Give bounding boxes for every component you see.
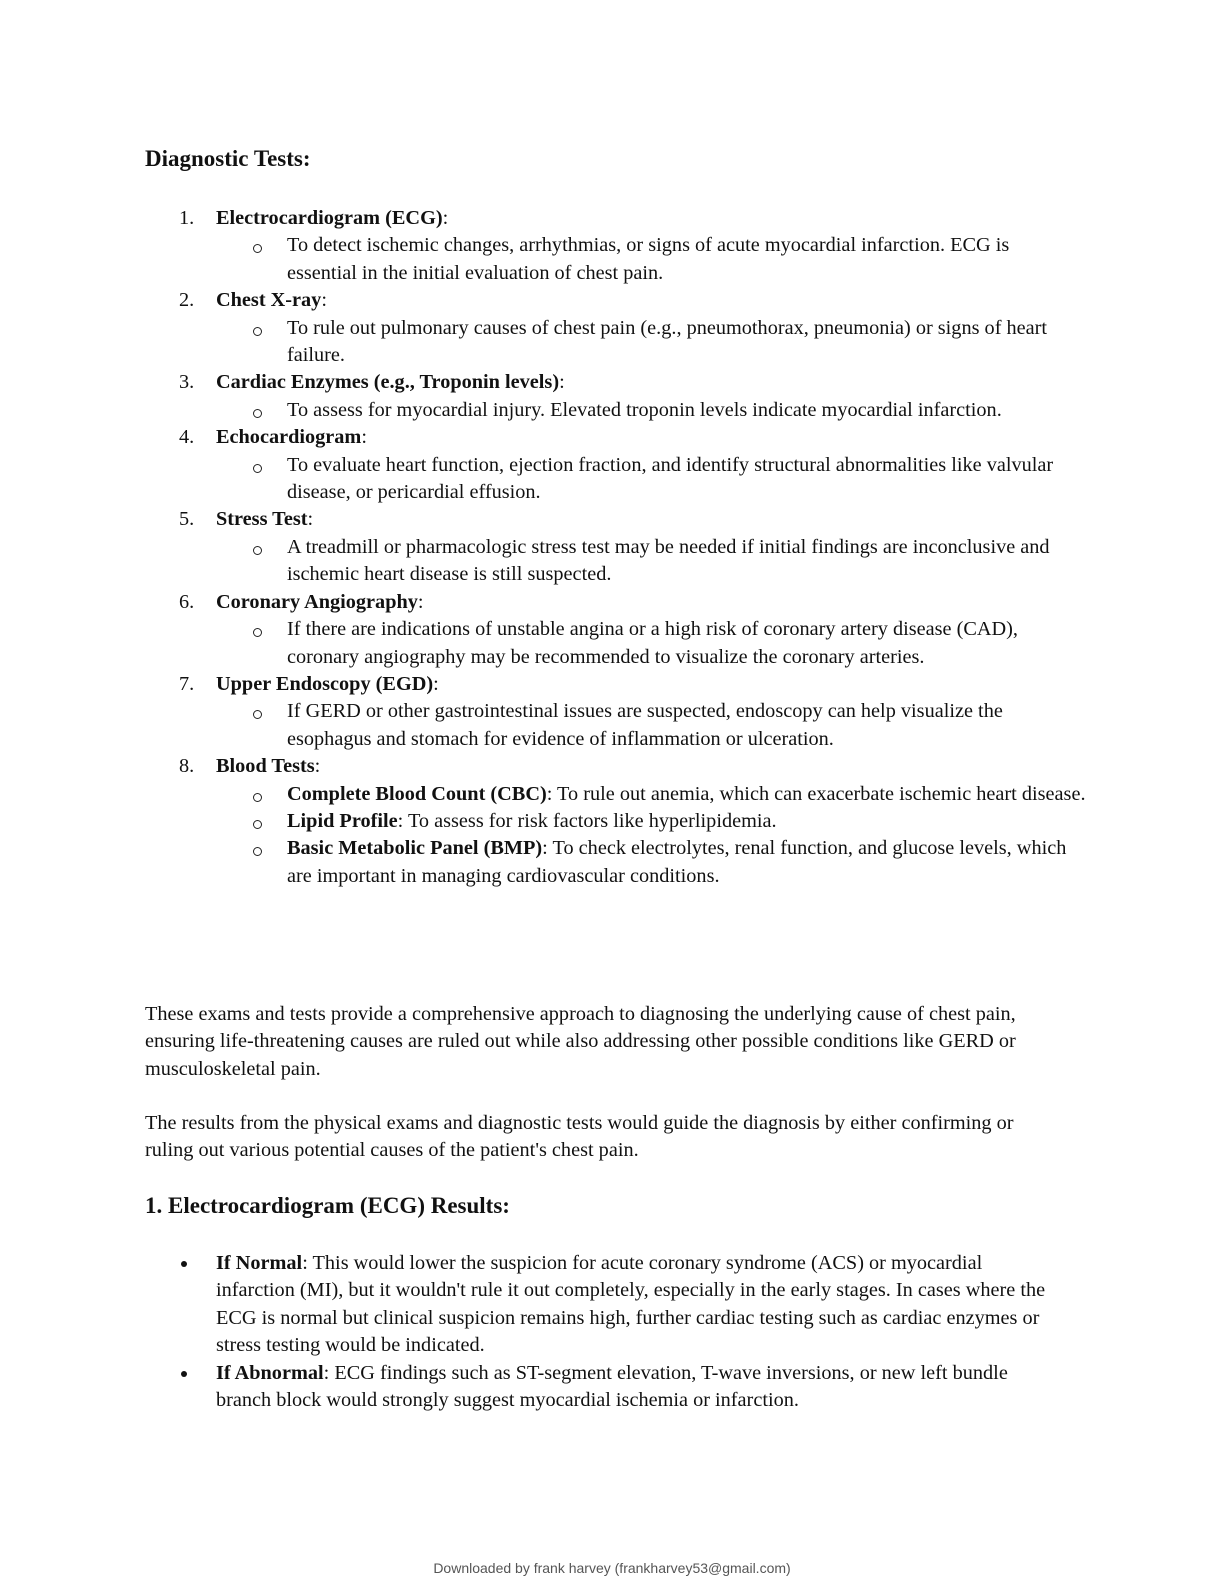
- circle-bullet-icon: [253, 546, 262, 555]
- circle-bullet-icon: [253, 327, 262, 336]
- results-intro-paragraph: The results from the physical exams and diagnostic tests would guide the diagnosis by either confirming or ruling out various potential causes of the patient's chest pain.: [145, 1112, 1014, 1162]
- test-subitems: [216, 452, 1075, 507]
- test-item: [145, 589, 1075, 671]
- test-subitem: [216, 397, 1075, 424]
- circle-bullet-icon: [253, 710, 262, 719]
- test-title: Upper Endoscopy (EGD): [216, 672, 434, 695]
- test-subitems: [216, 315, 1075, 370]
- result-text: : ECG findings such as ST-segment elevation, T-wave inversions, or new left bundle branch block would strongly suggest myocardial ischemia or infarction.: [216, 1361, 1008, 1412]
- subitem-text: A treadmill or pharmacologic stress test may be needed if initial findings are inconclusive and ischemic heart disease is still suspected.: [287, 535, 1050, 586]
- section-heading-diagnostic-tests: Diagnostic Tests:: [145, 146, 311, 171]
- test-subitem: [216, 808, 1090, 835]
- test-item: [145, 205, 1075, 287]
- test-subitems: [216, 397, 1075, 424]
- subitem-text: To assess for myocardial injury. Elevated troponin levels indicate myocardial infarction.: [287, 398, 1002, 421]
- test-title: Stress Test: [216, 508, 308, 531]
- test-item: [145, 287, 1075, 369]
- test-title: Electrocardiogram (ECG): [216, 207, 443, 229]
- test-colon: :: [321, 289, 327, 312]
- result-text: : This would lower the suspicion for acute coronary syndrome (ACS) or myocardial infarction (MI), but it wouldn't rule it out completely, especially in the early stages. In cases where the ECG is normal but clinical suspicion remains high, further cardiac testing such as cardiac enzymes or stress testing would be indicated.: [216, 1252, 1046, 1357]
- test-colon: :: [433, 672, 439, 695]
- bullet-icon: [181, 1371, 187, 1377]
- test-subitem: [216, 698, 1075, 753]
- result-label: If Abnormal: [216, 1361, 324, 1384]
- test-item: [145, 369, 1075, 424]
- test-subitems: [216, 698, 1075, 753]
- test-colon: :: [442, 207, 449, 229]
- test-subitems: [216, 616, 1075, 671]
- test-number: 8.: [179, 755, 195, 778]
- test-item: [145, 753, 1086, 890]
- circle-bullet-icon: [253, 409, 262, 418]
- subitem-text: : To rule out anemia, which can exacerbate ischemic heart disease.: [546, 782, 1086, 805]
- test-title: Coronary Angiography: [216, 590, 418, 613]
- subitem-text: If there are indications of unstable angina or a high risk of coronary artery disease (CAD), coronary angiography may be recommended to visualize the coronary arteries.: [287, 618, 1018, 668]
- test-subitem: [216, 781, 1090, 808]
- test-number: 1.: [179, 207, 195, 229]
- subitem-bold: Basic Metabolic Panel (BMP): [287, 837, 543, 860]
- subitem-bold: Lipid Profile: [287, 809, 398, 832]
- result-item: [145, 1360, 1055, 1415]
- section-heading-ecg-results: 1. Electrocardiogram (ECG) Results:: [145, 1193, 510, 1218]
- test-title: Echocardiogram: [216, 426, 362, 449]
- summary-paragraph: These exams and tests provide a comprehensive approach to diagnosing the underlying cause of chest pain, ensuring life-threatening causes are ruled out while also addressing other possible conditions like GERD or musculoskeletal pain.: [145, 1003, 1016, 1080]
- diagnostic-tests-list: [145, 205, 1086, 890]
- subitem-text: To evaluate heart function, ejection fraction, and identify structural abnormalities like valvular disease, or pericardial effusion.: [287, 453, 1054, 504]
- test-subitems: [216, 534, 1075, 589]
- test-colon: :: [417, 590, 424, 613]
- test-title: Blood Tests: [216, 755, 315, 778]
- test-colon: :: [559, 371, 565, 394]
- test-number: 7.: [179, 672, 195, 695]
- test-subitem: [216, 835, 1090, 890]
- test-colon: :: [314, 755, 321, 778]
- ecg-results-list: [145, 1250, 1055, 1414]
- test-colon: :: [307, 508, 314, 531]
- test-subitem: [216, 315, 1075, 370]
- test-number: 4.: [179, 426, 195, 449]
- subitem-text: If GERD or other gastrointestinal issues are suspected, endoscopy can help visualize the esophagus and stomach for evidence of inflammation or ulceration.: [287, 700, 1003, 750]
- test-subitems: [216, 781, 1086, 891]
- subitem-text: : To check electrolytes, renal function, and glucose levels, which are important in managing cardiovascular conditions.: [287, 837, 1067, 887]
- subitem-text: : To assess for risk factors like hyperlipidemia.: [397, 809, 777, 832]
- test-subitem: [216, 534, 1075, 589]
- test-number: 2.: [179, 289, 195, 312]
- test-number: 3.: [179, 371, 195, 394]
- download-footer: Downloaded by frank harvey (frankharvey53@gmail.com): [433, 1560, 791, 1576]
- subitem-bold: Complete Blood Count (CBC): [287, 782, 547, 805]
- result-item: [145, 1250, 1055, 1360]
- test-item: [145, 506, 1075, 588]
- test-subitems: [216, 232, 1075, 287]
- circle-bullet-icon: [253, 628, 262, 637]
- test-item: [145, 671, 1075, 753]
- test-number: 5.: [179, 508, 195, 531]
- circle-bullet-icon: [253, 464, 262, 473]
- circle-bullet-icon: [253, 793, 262, 802]
- test-title: Chest X-ray: [216, 289, 322, 312]
- subitem-text: To rule out pulmonary causes of chest pain (e.g., pneumothorax, pneumonia) or signs of heart failure.: [287, 316, 1048, 367]
- test-subitem: [216, 232, 1075, 287]
- bullet-icon: [181, 1261, 187, 1267]
- test-subitem: [216, 616, 1090, 671]
- result-label: If Normal: [216, 1252, 303, 1274]
- test-colon: :: [361, 426, 367, 449]
- test-item: [145, 424, 1075, 506]
- test-title: Cardiac Enzymes (e.g., Troponin levels): [216, 371, 560, 394]
- test-subitem: [216, 452, 1075, 507]
- circle-bullet-icon: [253, 847, 262, 856]
- test-number: 6.: [179, 590, 195, 613]
- subitem-text: To detect ischemic changes, arrhythmias, or signs of acute myocardial infarction. ECG is essential in the initial evaluation of chest pain.: [287, 234, 1010, 284]
- circle-bullet-icon: [253, 820, 262, 829]
- circle-bullet-icon: [253, 244, 262, 253]
